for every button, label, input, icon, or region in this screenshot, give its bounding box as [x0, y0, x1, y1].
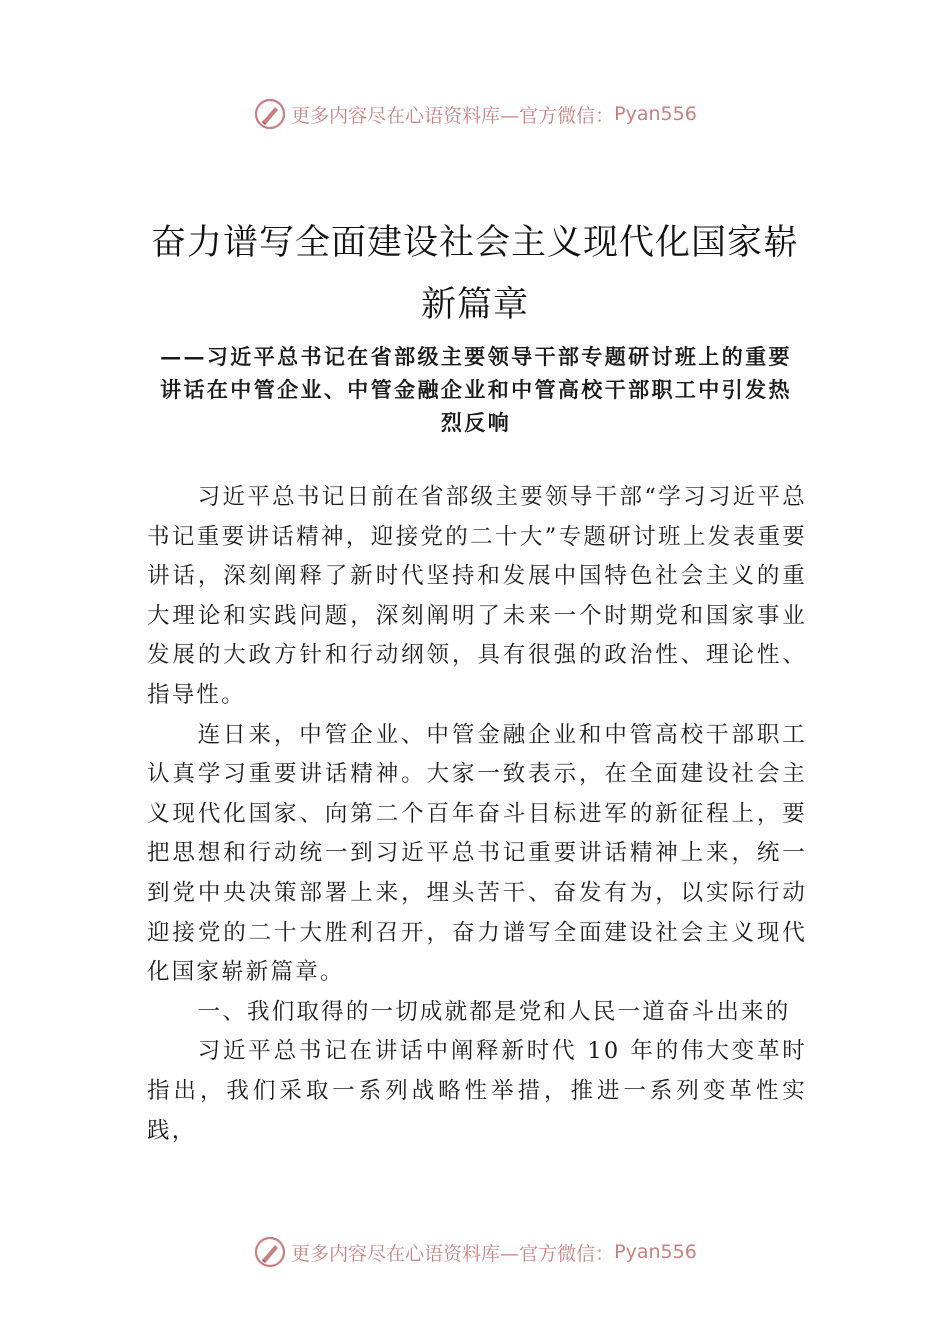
paragraph: 习近平总书记在讲话中阐释新时代 10 年的伟大变革时指出，我们采取一系列战略性举措，推进一系列变革性实践， [147, 1038, 807, 1144]
section-heading: 一、我们取得的一切成就都是党和人民一道奋斗出来的 [197, 998, 791, 1025]
document-body [147, 478, 807, 1151]
document-title-line2: 新篇章 [420, 285, 529, 325]
watermark-text: 更多内容尽在心语资料库—官方微信： [291, 104, 615, 127]
watermark-text: 更多内容尽在心语资料库—官方微信： [291, 1242, 615, 1265]
paragraph: 连日来，中管企业、中管金融企业和中管高校干部职工认真学习重要讲话精神。大家一致表示，在全面建设社会主义现代化国家、向第二个百年奋斗目标进军的新征程上，要把思想和行动统一到习近平总书记重要讲话精神上来，统一到党中央决策部署上来，埋头苦干、奋发有为，以实际行动迎接党的二十大胜利召开，奋力谱写全面建设社会主义现代化国家崭新篇章。 [147, 721, 807, 986]
watermark-banner-top [0, 94, 950, 134]
pen-logo-icon [253, 1235, 287, 1269]
document-title-line1: 奋力谱写全面建设社会主义现代化国家崭 [150, 223, 799, 263]
watermark-banner-bottom [0, 1232, 950, 1272]
watermark-id: Pyan556 [614, 103, 697, 125]
document-subtitle: ——习近平总书记在省部级主要领导干部专题研讨班上的重要讲话在中管企业、中管金融企业和中管高校干部职工中引发热烈反响 [160, 344, 792, 435]
pen-logo-icon [253, 97, 287, 131]
watermark-id: Pyan556 [614, 1241, 697, 1263]
paragraph: 习近平总书记日前在省部级主要领导干部“学习习近平总书记重要讲话精神，迎接党的二十大”专题研讨班上发表重要讲话，深刻阐释了新时代坚持和发展中国特色社会主义的重大理论和实践问题，深刻阐明了未来一个时期党和国家事业发展的大政方针和行动纲领，具有很强的政治性、理论性、指导性。 [147, 484, 807, 708]
